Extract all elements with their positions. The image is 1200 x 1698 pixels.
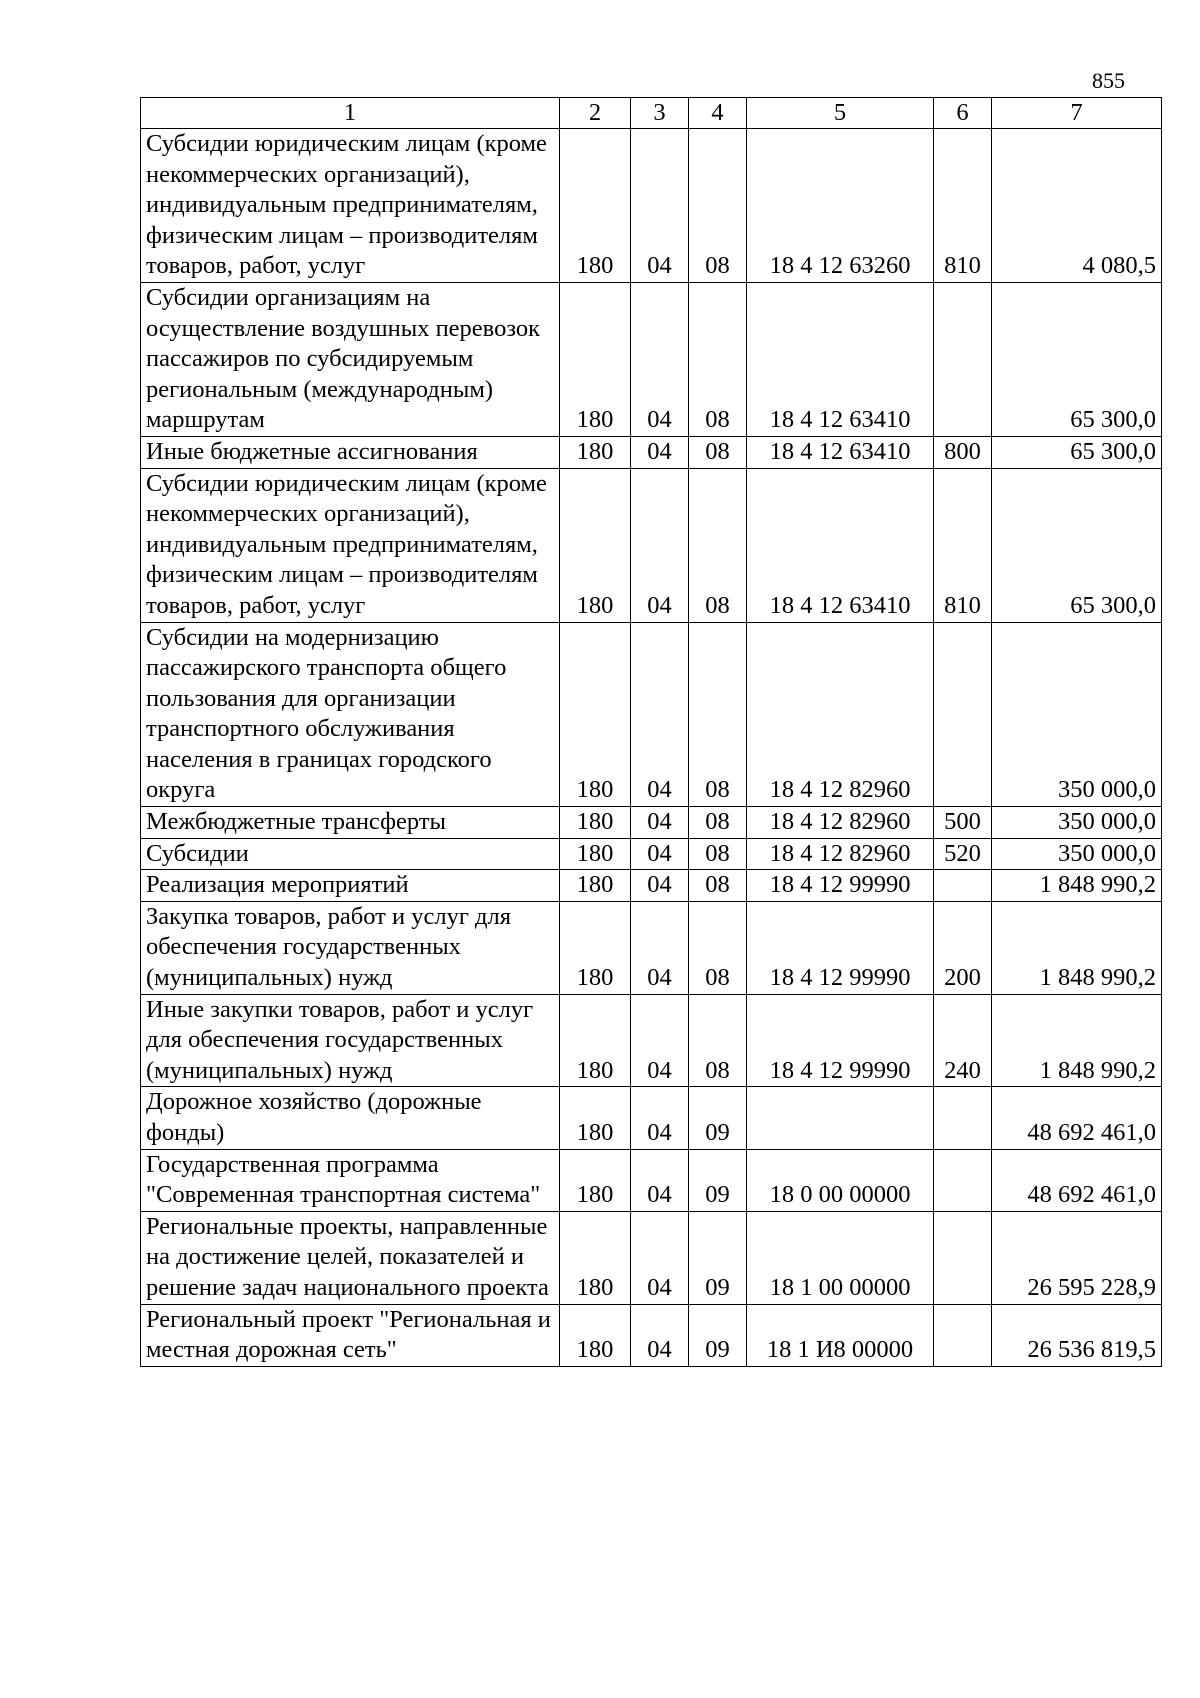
subsection-code-cell: 08 — [689, 994, 747, 1087]
table-row — [141, 838, 1162, 870]
header-row — [141, 98, 1162, 129]
expense-type-cell: 520 — [934, 838, 992, 870]
expense-type-cell: 810 — [934, 129, 992, 283]
table-row — [141, 1087, 1162, 1149]
admin-code-cell: 180 — [560, 994, 631, 1087]
admin-code-cell: 180 — [560, 129, 631, 283]
row-name-cell: Субсидии на модернизацию пассажирского транспорта общего пользования для организации транспортного обслуживания населения в границах городского округа — [141, 622, 560, 807]
row-name-cell: Дорожное хозяйство (дорожные фонды) — [141, 1087, 560, 1149]
table-row — [141, 129, 1162, 283]
expense-type-cell: 500 — [934, 807, 992, 839]
section-code-cell: 04 — [631, 1304, 689, 1366]
amount-cell: 65 300,0 — [992, 436, 1162, 468]
admin-code-cell: 180 — [560, 1304, 631, 1366]
subsection-code-cell: 08 — [689, 838, 747, 870]
expense-type-cell — [934, 1087, 992, 1149]
subsection-code-cell: 08 — [689, 622, 747, 807]
subsection-code-cell: 09 — [689, 1211, 747, 1304]
subsection-code-cell: 08 — [689, 436, 747, 468]
amount-cell: 65 300,0 — [992, 468, 1162, 622]
table-row — [141, 807, 1162, 839]
subsection-code-cell: 08 — [689, 282, 747, 436]
table-row — [141, 1211, 1162, 1304]
target-article-cell: 18 4 12 63410 — [747, 282, 934, 436]
target-article-cell — [747, 1087, 934, 1149]
target-article-cell: 18 4 12 63260 — [747, 129, 934, 283]
header-cell: 2 — [560, 98, 631, 129]
section-code-cell: 04 — [631, 436, 689, 468]
section-code-cell: 04 — [631, 622, 689, 807]
expense-type-cell — [934, 622, 992, 807]
header-cell: 1 — [141, 98, 560, 129]
admin-code-cell: 180 — [560, 901, 631, 994]
table-row — [141, 468, 1162, 622]
admin-code-cell: 180 — [560, 870, 631, 902]
section-code-cell: 04 — [631, 870, 689, 902]
table-row — [141, 1304, 1162, 1366]
header-cell: 4 — [689, 98, 747, 129]
section-code-cell: 04 — [631, 1149, 689, 1211]
subsection-code-cell: 08 — [689, 129, 747, 283]
section-code-cell: 04 — [631, 129, 689, 283]
admin-code-cell: 180 — [560, 468, 631, 622]
section-code-cell: 04 — [631, 807, 689, 839]
expense-type-cell: 800 — [934, 436, 992, 468]
subsection-code-cell: 08 — [689, 870, 747, 902]
admin-code-cell: 180 — [560, 436, 631, 468]
section-code-cell: 04 — [631, 1087, 689, 1149]
target-article-cell: 18 4 12 63410 — [747, 436, 934, 468]
amount-cell: 350 000,0 — [992, 807, 1162, 839]
subsection-code-cell: 08 — [689, 807, 747, 839]
admin-code-cell: 180 — [560, 282, 631, 436]
header-cell: 6 — [934, 98, 992, 129]
row-name-cell: Межбюджетные трансферты — [141, 807, 560, 839]
target-article-cell: 18 4 12 99990 — [747, 901, 934, 994]
budget-table — [140, 97, 1162, 1367]
row-name-cell: Субсидии — [141, 838, 560, 870]
section-code-cell: 04 — [631, 901, 689, 994]
subsection-code-cell: 08 — [689, 468, 747, 622]
table-row — [141, 994, 1162, 1087]
subsection-code-cell: 08 — [689, 901, 747, 994]
table-row — [141, 870, 1162, 902]
header-cell: 5 — [747, 98, 934, 129]
target-article-cell: 18 4 12 99990 — [747, 870, 934, 902]
target-article-cell: 18 0 00 00000 — [747, 1149, 934, 1211]
expense-type-cell — [934, 282, 992, 436]
expense-type-cell: 240 — [934, 994, 992, 1087]
admin-code-cell: 180 — [560, 622, 631, 807]
expense-type-cell — [934, 1211, 992, 1304]
target-article-cell: 18 4 12 82960 — [747, 807, 934, 839]
row-name-cell: Реализация мероприятий — [141, 870, 560, 902]
expense-type-cell — [934, 870, 992, 902]
row-name-cell: Субсидии организациям на осуществление воздушных перевозок пассажиров по субсидируемым региональным (международным) маршрутам — [141, 282, 560, 436]
table-row — [141, 436, 1162, 468]
subsection-code-cell: 09 — [689, 1304, 747, 1366]
amount-cell: 1 848 990,2 — [992, 901, 1162, 994]
row-name-cell: Государственная программа "Современная транспортная система" — [141, 1149, 560, 1211]
amount-cell: 48 692 461,0 — [992, 1087, 1162, 1149]
amount-cell: 1 848 990,2 — [992, 870, 1162, 902]
amount-cell: 350 000,0 — [992, 838, 1162, 870]
target-article-cell: 18 1 00 00000 — [747, 1211, 934, 1304]
section-code-cell: 04 — [631, 468, 689, 622]
row-name-cell: Закупка товаров, работ и услуг для обеспечения государственных (муниципальных) нужд — [141, 901, 560, 994]
admin-code-cell: 180 — [560, 807, 631, 839]
expense-type-cell: 200 — [934, 901, 992, 994]
target-article-cell: 18 4 12 82960 — [747, 622, 934, 807]
amount-cell: 1 848 990,2 — [992, 994, 1162, 1087]
target-article-cell: 18 4 12 82960 — [747, 838, 934, 870]
admin-code-cell: 180 — [560, 1087, 631, 1149]
table-row — [141, 1149, 1162, 1211]
page-number: 855 — [1092, 68, 1125, 93]
header-cell: 3 — [631, 98, 689, 129]
row-name-cell: Субсидии юридическим лицам (кроме некоммерческих организаций), индивидуальным предпринимателям, физическим лицам – производителям товаров, работ, услуг — [141, 468, 560, 622]
row-name-cell: Иные закупки товаров, работ и услуг для обеспечения государственных (муниципальных) нужд — [141, 994, 560, 1087]
row-name-cell: Региональный проект "Региональная и местная дорожная сеть" — [141, 1304, 560, 1366]
amount-cell: 26 536 819,5 — [992, 1304, 1162, 1366]
amount-cell: 350 000,0 — [992, 622, 1162, 807]
target-article-cell: 18 4 12 63410 — [747, 468, 934, 622]
admin-code-cell: 180 — [560, 1211, 631, 1304]
admin-code-cell: 180 — [560, 838, 631, 870]
amount-cell: 4 080,5 — [992, 129, 1162, 283]
section-code-cell: 04 — [631, 838, 689, 870]
row-name-cell: Субсидии юридическим лицам (кроме некоммерческих организаций), индивидуальным предпринимателям, физическим лицам – производителям товаров, работ, услуг — [141, 129, 560, 283]
header-cell: 7 — [992, 98, 1162, 129]
section-code-cell: 04 — [631, 994, 689, 1087]
amount-cell: 26 595 228,9 — [992, 1211, 1162, 1304]
row-name-cell: Иные бюджетные ассигнования — [141, 436, 560, 468]
subsection-code-cell: 09 — [689, 1087, 747, 1149]
table-row — [141, 282, 1162, 436]
amount-cell: 48 692 461,0 — [992, 1149, 1162, 1211]
expense-type-cell — [934, 1304, 992, 1366]
subsection-code-cell: 09 — [689, 1149, 747, 1211]
section-code-cell: 04 — [631, 1211, 689, 1304]
expense-type-cell — [934, 1149, 992, 1211]
target-article-cell: 18 4 12 99990 — [747, 994, 934, 1087]
table-row — [141, 901, 1162, 994]
admin-code-cell: 180 — [560, 1149, 631, 1211]
expense-type-cell: 810 — [934, 468, 992, 622]
target-article-cell: 18 1 И8 00000 — [747, 1304, 934, 1366]
table-row — [141, 622, 1162, 807]
section-code-cell: 04 — [631, 282, 689, 436]
row-name-cell: Региональные проекты, направленные на достижение целей, показателей и решение задач национального проекта — [141, 1211, 560, 1304]
amount-cell: 65 300,0 — [992, 282, 1162, 436]
